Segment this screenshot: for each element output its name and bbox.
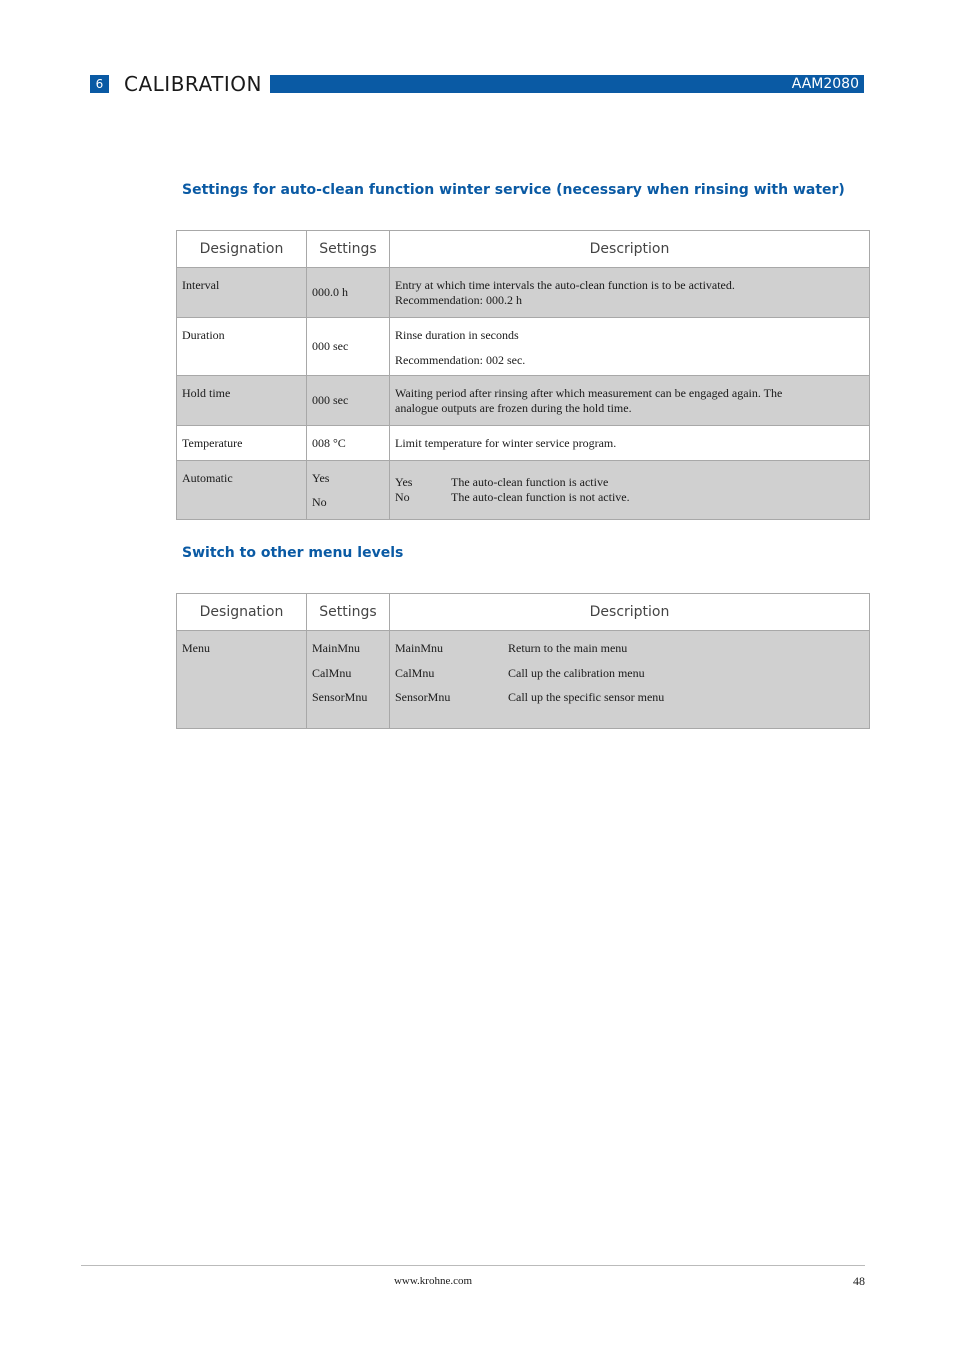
table-row	[177, 376, 870, 426]
column-header: Settings	[307, 594, 390, 631]
chapter-number: 6	[90, 75, 109, 93]
setting-cell: 000.0 h	[307, 268, 390, 318]
designation-cell: Duration	[177, 318, 307, 376]
designation-cell: Automatic	[177, 461, 307, 520]
designation-cell: Temperature	[177, 426, 307, 461]
setting-cell: 000 sec	[307, 376, 390, 426]
description-cell: Waiting period after rinsing after which measurement can be engaged again. The analogue outputs are frozen during the hold time.	[390, 376, 870, 426]
setting-cell: MainMnu CalMnu SensorMnu	[307, 631, 390, 729]
column-header: Description	[390, 231, 870, 268]
description-cell: Limit temperature for winter service program.	[390, 426, 870, 461]
winter-service-table	[176, 230, 870, 520]
setting-cell: Yes No	[307, 461, 390, 520]
table-row	[177, 268, 870, 318]
table-row	[177, 426, 870, 461]
column-header: Settings	[307, 231, 390, 268]
table-row	[177, 318, 870, 376]
description-cell: Yes The auto-clean function is active No The auto-clean function is not active.	[390, 461, 870, 520]
header-bar	[270, 75, 864, 93]
description-cell: MainMnu Return to the main menu CalMnu Call up the calibration menu SensorMnu Call up the specific sensor menu	[390, 631, 870, 729]
footer-url[interactable]: www.krohne.com	[393, 1275, 473, 1287]
section-heading-winter-service: Settings for auto-clean function winter service (necessary when rinsing with water)	[182, 182, 845, 198]
page-number: 48	[853, 1274, 865, 1288]
table-row	[177, 631, 870, 729]
footer-divider	[81, 1265, 865, 1266]
chapter-title: CALIBRATION	[124, 72, 262, 96]
column-header: Description	[390, 594, 870, 631]
designation-cell: Menu	[177, 631, 307, 729]
column-header: Designation	[177, 594, 307, 631]
menu-levels-table	[176, 593, 870, 729]
column-header: Designation	[177, 231, 307, 268]
setting-cell: 000 sec	[307, 318, 390, 376]
designation-cell: Hold time	[177, 376, 307, 426]
description-cell: Rinse duration in seconds Recommendation: 002 sec.	[390, 318, 870, 376]
model-name: AAM2080	[791, 76, 859, 92]
section-heading-menu-levels: Switch to other menu levels	[182, 545, 404, 561]
designation-cell: Interval	[177, 268, 307, 318]
setting-cell: 008 °C	[307, 426, 390, 461]
table-row	[177, 461, 870, 520]
description-cell: Entry at which time intervals the auto-clean function is to be activated. Recommendation: 000.2 h	[390, 268, 870, 318]
